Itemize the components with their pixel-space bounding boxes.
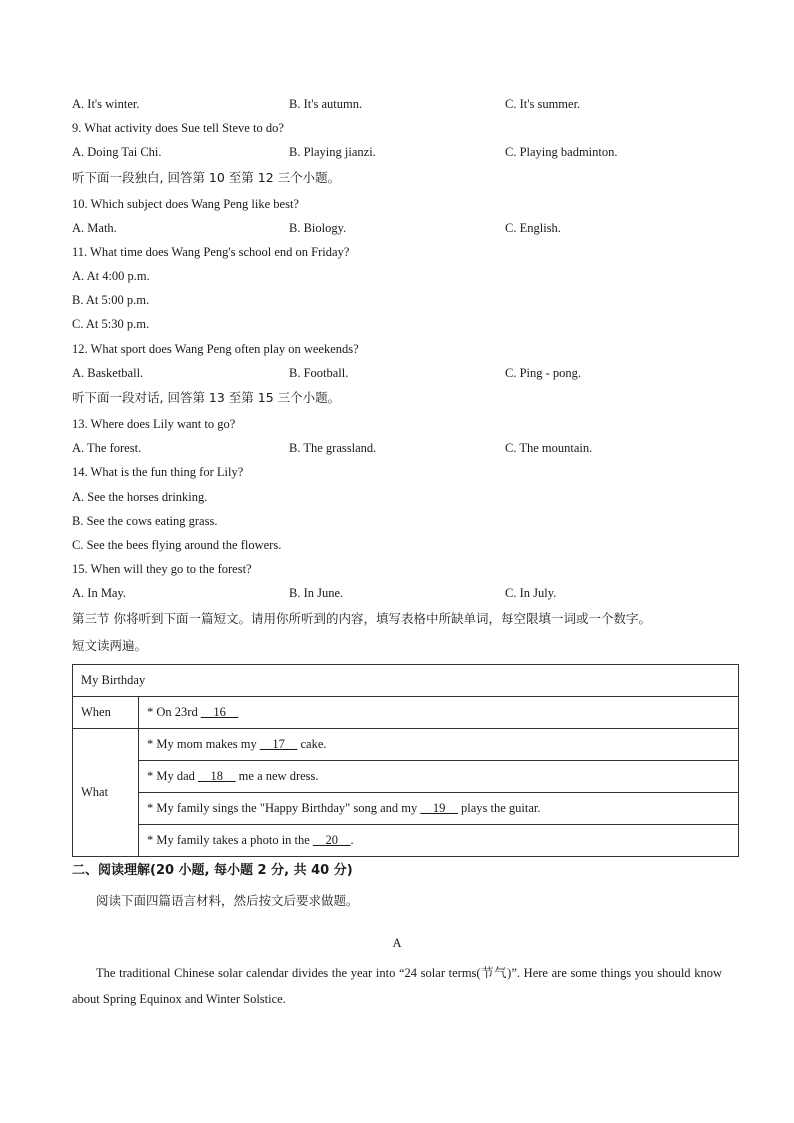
- table-row: [73, 761, 739, 793]
- q13-question: 13. Where does Lily want to go?: [72, 417, 236, 431]
- q12-option-b: B. Football.: [289, 366, 349, 380]
- table-row: [73, 825, 739, 857]
- q14-question: 14. What is the fun thing for Lily?: [72, 465, 244, 479]
- table-row-when: [73, 697, 739, 729]
- blank-18: __18__: [198, 769, 236, 783]
- what-text-post: .: [350, 833, 354, 847]
- part2-heading: 二、阅读理解(20 小题, 每小题 2 分, 共 40 分): [72, 863, 353, 878]
- what-text-post: plays the guitar.: [457, 801, 541, 815]
- blank-19: __19__: [420, 801, 458, 815]
- instruction-10-12: 听下面一段独白, 回答第 10 至第 12 三个小题。: [72, 170, 341, 185]
- q15-question: 15. When will they go to the forest?: [72, 562, 252, 576]
- instruction-13-15: 听下面一段对话, 回答第 13 至第 15 三个小题。: [72, 390, 341, 405]
- q9-question: 9. What activity does Sue tell Steve to do?: [72, 121, 284, 135]
- table-row: [73, 793, 739, 825]
- q9-option-c: C. Playing badminton.: [505, 145, 618, 159]
- q14-option-b: B. See the cows eating grass.: [72, 514, 218, 528]
- q11-option-a: A. At 4:00 p.m.: [72, 269, 150, 283]
- table-title-row: [73, 665, 739, 697]
- when-cell: [139, 697, 739, 729]
- blank-16: __16__: [200, 705, 239, 719]
- what-label: What: [73, 729, 139, 857]
- q11-option-c: C. At 5:30 p.m.: [72, 317, 150, 331]
- q10-option-c: C. English.: [505, 221, 561, 235]
- what-text-post: me a new dress.: [235, 769, 319, 783]
- q15-option-b: B. In June.: [289, 586, 344, 600]
- q14-option-a: A. See the horses drinking.: [72, 490, 208, 504]
- what-cell-1: [139, 729, 739, 761]
- q11-question: 11. What time does Wang Peng's school end on Friday?: [72, 245, 350, 259]
- q13-option-b: B. The grassland.: [289, 441, 377, 455]
- what-cell-4: [139, 825, 739, 857]
- q15-option-c: C. In July.: [505, 586, 557, 600]
- table-row-what: [73, 729, 739, 761]
- when-label: When: [73, 697, 139, 729]
- what-text: * My family sings the "Happy Birthday" song and my: [147, 801, 421, 815]
- q9-option-a: A. Doing Tai Chi.: [72, 145, 162, 159]
- what-cell-3: [139, 793, 739, 825]
- q13-option-c: C. The mountain.: [505, 441, 593, 455]
- section3-instruction-line2: 短文读两遍。: [72, 638, 148, 653]
- part2-instruction: 阅读下面四篇语言材料，然后按文后要求做题。: [96, 893, 359, 908]
- q11-option-b: B. At 5:00 p.m.: [72, 293, 150, 307]
- q14-option-c: C. See the bees flying around the flowers.: [72, 538, 282, 552]
- q13-option-a: A. The forest.: [72, 441, 142, 455]
- what-text: * My family takes a photo in the: [147, 833, 313, 847]
- what-text: * My mom makes my: [147, 737, 260, 751]
- q10-option-a: A. Math.: [72, 221, 117, 235]
- q8-option-a: A. It's winter.: [72, 97, 140, 111]
- table-title: My Birthday: [73, 665, 739, 697]
- q10-question: 10. Which subject does Wang Peng like best?: [72, 197, 299, 211]
- q10-option-b: B. Biology.: [289, 221, 347, 235]
- section3-instruction: 第三节 你将听到下面一篇短文。请用你所听到的内容，填写表格中所缺单词，每空限填一词或一个数字。: [72, 611, 651, 626]
- what-text: * My dad: [147, 769, 199, 783]
- birthday-table: [72, 664, 739, 857]
- blank-20: __20__: [312, 833, 351, 847]
- passage-label: A: [392, 936, 402, 950]
- q12-option-c: C. Ping - pong.: [505, 366, 582, 380]
- what-text-post: cake.: [297, 737, 327, 751]
- q9-option-b: B. Playing jianzi.: [289, 145, 376, 159]
- passage-paragraph: The traditional Chinese solar calendar divides the year into “24 solar terms(节气)”. Here are some things you should know about Spring Equinox and Winter Solstice.: [72, 966, 722, 1006]
- what-cell-2: [139, 761, 739, 793]
- q12-question: 12. What sport does Wang Peng often play on weekends?: [72, 342, 359, 356]
- q15-option-a: A. In May.: [72, 586, 127, 600]
- q8-option-c: C. It's summer.: [505, 97, 581, 111]
- blank-17: __17__: [259, 737, 298, 751]
- q8-option-b: B. It's autumn.: [289, 97, 363, 111]
- when-text: * On 23rd: [147, 705, 201, 719]
- q12-option-a: A. Basketball.: [72, 366, 144, 380]
